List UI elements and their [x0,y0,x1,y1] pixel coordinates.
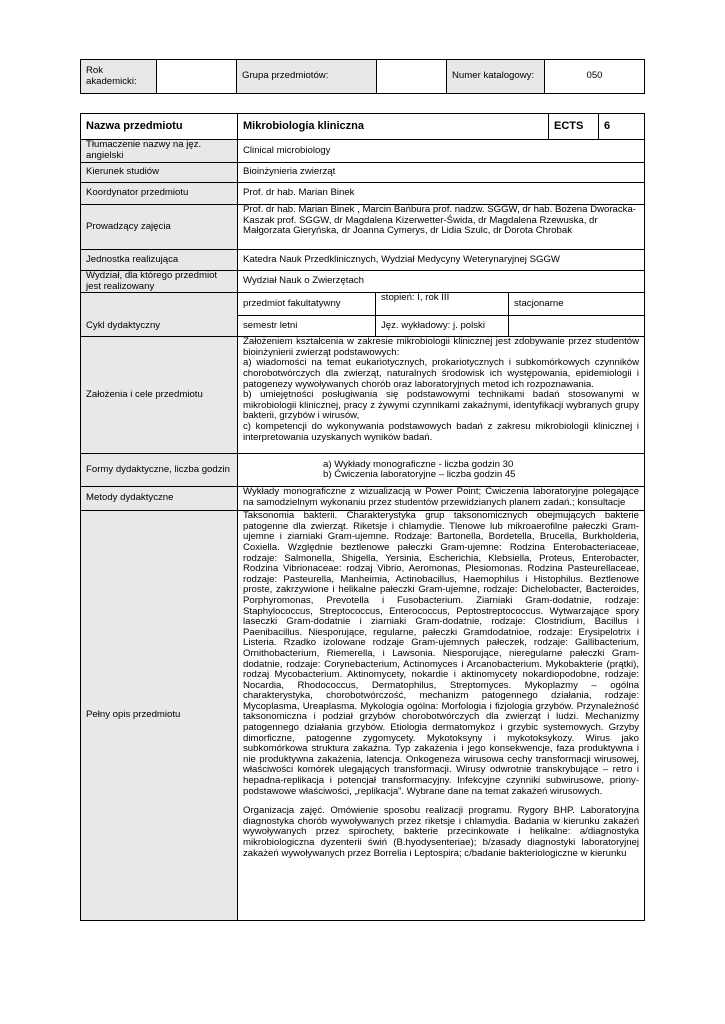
methods-value: Wykłady monograficzne z wizualizacją w Power Point; Ćwiczenia laboratoryjne polegające na samodzielnym wykonaniu przez studentów przewidzianych planem zadań.; konsultacje [238,487,645,511]
field-of-study-label: Kierunek studiów [81,163,238,183]
grupa-przedmiotow-label: Grupa przedmiotów: [237,60,377,94]
grupa-przedmiotow-value [377,60,447,94]
lecturers-label: Prowadzący zajęcia [81,205,238,250]
empty-cell [509,316,645,337]
course-type-value: przedmiot fakultatywny [238,293,376,316]
description-paragraph-1: Taksonomia bakterii. Charakterystyka grup taksonomicznych obejmujących bakterie patogenne dla zwierząt. Riketsje i chlamydie. Tlenowe lub mikroaerofilne pałeczki Gram-ujemne i ziarniaki Gram-ujemne. Rodzaje: Bartonella, Bordetella, Brucella, Burkholderia, Coxiella. Względnie beztlenowe pałeczki Gram-ujemne: Rodzina Enterobacteriaceae, rodzaje: Salmonella, Shigella, Yersinia, Escherichia, Klebsiella, Proteus, Enterobacter, Rodzina Vibrionaceae: rodzaj Vibrio, Aeromonas, Plesiomonas. Rodzina Pasteurellaceae, rodzaje: Pasteurella, Manheimia, Actinobacillus, Haemophilus i Histophilus. Beztlenowe proste, zakrzywione i helikalne pałeczki Gram-ujemne, rodzaje: Dichelobacter, Bacteroides, Porphyromonas, Prevotella i Fusobacterium. Ziarniaki Gram-dodatnie, rodzaje: Staphylococcus, Streptococcus, Enterococcus, Peptostreptococcus. Wytwarzające spory laseczki Gram-dodatnie i ziarniaki Gram-dodatnie, rodzaje: Clostridium, Bacillus i Paenibacillus. Niesporujące, regularne, pałeczki Gramdodatnioe, rodzaje: Erysipelotrix i Listeria. Rzadko izolowane rodzaje Gram-ujemnych pałeczek, rodzaje: Gallibacterium, Ornithobacterium, Riemerella, i Lawsonia. Niesporujące, nieregularne pałeczki Gram-dodatnie, rodzaje: Corynebacterium, Actinomyces i Arcanobacterium. Mykobakterie (prątki), rodzaj Mycobacterium. Aktinomycety, nokardie i aktinomycety nokardiopodobne, rodzaje: Nocardia, Rhodococcus, Dermatophilus, Streptomyces. Mykoplazmy – ogólna charakterystyka, chorobotwórczość, mechanizm patogennego działania, rodzaje: Mycoplasma, Ureaplasma. Mykologia ogólna: Morfologia i fizjologia grzybów. Przynależność taksonomiczna i podział grzybów chorobotwórczych dla zwierząt i ludzi. Mechanizmy patogennego działania grzybów. Etiologia dermatomykoz i grzybic systemowych. Grzyby dimorficzne, patogenne zygomycety. Mykotoksyny i mykotoksykozy. Wirus jako subkomórkowa struktura zakaźna. Typ zakażenia i jego konsekwencje, faza produktywna i nie produktywna zakażenia, latencja. Onkogeneza wirusowa cechy transformacji wirusowej, właściwości komórek ulegających transformacji. Wirusy odwrotnie transkrybujące – retro i hepadna-replikacja i potencjał transformacyjny. Infekcyjne czynniki subwirusowe, priony- podstawowe właściwości, „replikacja”. Wybrane dane na temat zakażeń wirusowych. [243,510,640,797]
course-name-label: Nazwa przedmiotu [81,114,238,140]
header-table [80,59,645,94]
study-mode-value: stacjonarne [509,293,645,316]
cycle-value: semestr letni [238,316,376,337]
cycle-label: Cykl dydaktyczny [81,293,238,337]
coordinator-label: Koordynator przedmiotu [81,183,238,205]
description-paragraph-2: Organizacja zajęć. Omówienie sposobu realizacji programu. Rygory BHP. Laboratoryjna diagnostyka chorób wywoływanych przez riketsje i chlamydia. Badania w kierunku zakażeń wywoływanych przez spirochety, bakterie przecinkowate i helikalne: a/diagnostyka mikrobiologiczna dyzenterii świń (B.hyodysenteriae); b/zasady diagnostyki laboratoryjnej zakażeń wywoływanych przez Borrelia i Leptospira; c/badanie bakteriologiczne w kierunku [243,805,640,859]
unit-label: Jednostka realizująca [81,250,238,271]
language-value: Jęz. wykładowy: j. polski [376,316,509,337]
lecturers-value: Prof. dr hab. Marian Binek , Marcin Bańbura prof. nadzw. SGGW, dr hab. Bożena Dworacka-Kaszak prof. SGGW, dr Magdalena Kizerwetter-Świda, dr Magdalena Rzewuska, dr Małgorzata Gieryńska, dr Joanna Cymerys, dr Lidia Szulc, dr Dorota Chrobak [238,205,645,250]
course-name-value: Mikrobiologia kliniczna [238,114,549,140]
description-label: Pełny opis przedmiotu [81,511,238,921]
list-item: a) Wykłady monograficzne - liczba godzin 30 [323,458,514,470]
description-value [238,511,645,921]
faculty-value: Wydział Nauk o Zwierzętach [238,271,645,293]
methods-label: Metody dydaktyczne [81,487,238,511]
numer-katalogowy-label: Numer katalogowy: [447,60,545,94]
translation-value: Clinical microbiology [238,140,645,163]
coordinator-value: Prof. dr hab. Marian Binek [238,183,645,205]
list-item: b) Ćwiczenia laboratoryjne – liczba godzin 45 [323,469,516,481]
forms-list [243,460,639,481]
forms-label: Formy dydaktyczne, liczba godzin [81,454,238,487]
faculty-label: Wydział, dla którego przedmiot jest realizowany [81,271,238,293]
numer-katalogowy-value: 050 [545,60,645,94]
rok-akademicki-label: Rok akademicki: [81,60,157,94]
rok-akademicki-value [157,60,237,94]
ects-label: ECTS [549,114,599,140]
goals-value: Założeniem kształcenia w zakresie mikrobiologii klinicznej jest zdobywanie przez studentów bioinżynierii zwierząt podstawowych: a) wiadomości na temat eukariotycznych, prokariotycznych i subkomórkowych czynników chorobotwórczych dla zwierząt, naturalnych środowisk ich występowania, epidemiologii i patogenezy wywoływanych chorób oraz laboratoryjnych metod ich rozpoznawania. b) umiejętności posługiwania się podstawowymi technikami badań stosowanymi w mikrobiologii klinicznej, pracy z żywymi czynnikami zakaźnymi, identyfikacji wybranych grupy bakterii, grzybów i wirusów, c) kompetencji do wykonywania podstawowych badań z zakresu mikrobiologii klinicznej i interpretowania uzyskanych wyników badań. [238,337,645,454]
study-level-value: stopień: I, rok III [376,293,509,316]
forms-value [238,454,645,487]
translation-label: Tłumaczenie nazwy na jęz. angielski [81,140,238,163]
ects-value: 6 [599,114,645,140]
course-table [80,113,645,921]
field-of-study-value: Bioinżynieria zwierząt [238,163,645,183]
unit-value: Katedra Nauk Przedklinicznych, Wydział Medycyny Weterynaryjnej SGGW [238,250,645,271]
goals-label: Założenia i cele przedmiotu [81,337,238,454]
